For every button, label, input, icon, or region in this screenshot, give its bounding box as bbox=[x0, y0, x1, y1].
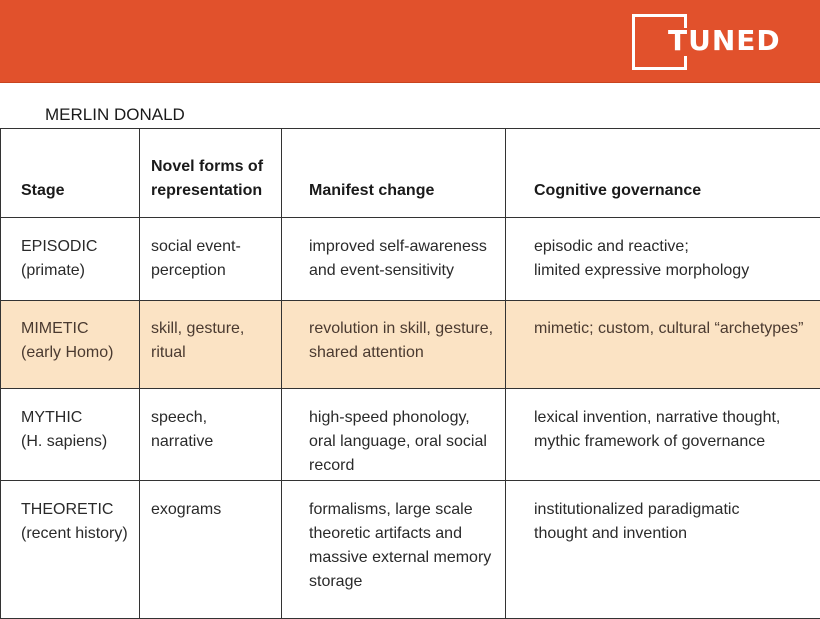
cell-line: revolution in skill, gesture, bbox=[309, 317, 497, 341]
header-line: Stage bbox=[21, 179, 131, 203]
header-banner bbox=[0, 0, 820, 83]
cell-line: MYTHIC bbox=[21, 406, 131, 430]
cell-line: record bbox=[309, 454, 497, 478]
table-header-row bbox=[1, 129, 820, 218]
stages-table bbox=[0, 128, 820, 619]
table-row-theoretic bbox=[1, 481, 820, 619]
header-cognitive-governance bbox=[506, 129, 820, 218]
cell-manifest-change bbox=[282, 218, 506, 301]
header-stage bbox=[1, 129, 140, 218]
cell-line: MIMETIC bbox=[21, 317, 131, 341]
cell-stage bbox=[1, 301, 140, 389]
cell-line: massive external memory bbox=[309, 546, 497, 570]
header-line: Novel forms of bbox=[151, 155, 273, 179]
cell-line: shared attention bbox=[309, 341, 497, 365]
header-manifest-change bbox=[282, 129, 506, 218]
cell-stage bbox=[1, 389, 140, 481]
cell-line: EPISODIC bbox=[21, 235, 131, 259]
cell-line: speech, narrative bbox=[151, 406, 273, 454]
cell-line: skill, gesture, bbox=[151, 317, 273, 341]
cell-line: limited expressive morphology bbox=[534, 259, 813, 283]
cell-line: improved self-awareness bbox=[309, 235, 497, 259]
cell-stage bbox=[1, 481, 140, 619]
document-title: MERLIN DONALD bbox=[45, 105, 185, 125]
cell-line: perception bbox=[151, 259, 273, 283]
cell-manifest-change bbox=[282, 301, 506, 389]
tuned-logo bbox=[632, 14, 792, 70]
cell-line: ritual bbox=[151, 341, 273, 365]
header-novel-forms bbox=[140, 129, 282, 218]
logo-frame-tick-bottom bbox=[684, 56, 687, 70]
cell-line: social event- bbox=[151, 235, 273, 259]
cell-line: exograms bbox=[151, 498, 273, 522]
cell-line: institutionalized paradigmatic bbox=[534, 498, 813, 522]
cell-novel-forms bbox=[140, 481, 282, 619]
cell-line: episodic and reactive; bbox=[534, 235, 813, 259]
table-row-mimetic bbox=[1, 301, 820, 389]
cell-cognitive-governance bbox=[506, 301, 820, 389]
cell-line: (primate) bbox=[21, 259, 131, 283]
cell-line: (recent history) bbox=[21, 522, 131, 546]
logo-text: TUNED bbox=[668, 24, 781, 57]
cell-line: (early Homo) bbox=[21, 341, 131, 365]
cell-line: THEORETIC bbox=[21, 498, 131, 522]
cell-line: and event-sensitivity bbox=[309, 259, 497, 283]
cell-line: mythic framework of governance bbox=[534, 430, 813, 454]
table-row-episodic bbox=[1, 218, 820, 301]
cell-line: theoretic artifacts and bbox=[309, 522, 497, 546]
cell-line: formalisms, large scale bbox=[309, 498, 497, 522]
cell-cognitive-governance bbox=[506, 389, 820, 481]
header-line: Manifest change bbox=[309, 179, 497, 203]
cell-novel-forms bbox=[140, 389, 282, 481]
header-line: Cognitive governance bbox=[534, 179, 813, 203]
cell-line: storage bbox=[309, 570, 497, 594]
cell-cognitive-governance bbox=[506, 218, 820, 301]
cell-manifest-change bbox=[282, 481, 506, 619]
cell-manifest-change bbox=[282, 389, 506, 481]
cell-line: thought and invention bbox=[534, 522, 813, 546]
cell-line: high-speed phonology, bbox=[309, 406, 497, 430]
cell-cognitive-governance bbox=[506, 481, 820, 619]
cell-novel-forms bbox=[140, 218, 282, 301]
cell-line: lexical invention, narrative thought, bbox=[534, 406, 813, 430]
cell-novel-forms bbox=[140, 301, 282, 389]
table-row-mythic bbox=[1, 389, 820, 481]
header-line: representation bbox=[151, 179, 273, 203]
cell-line: (H. sapiens) bbox=[21, 430, 131, 454]
cell-line: oral language, oral social bbox=[309, 430, 497, 454]
cell-stage bbox=[1, 218, 140, 301]
cell-line: mimetic; custom, cultural “archetypes” bbox=[534, 317, 813, 341]
